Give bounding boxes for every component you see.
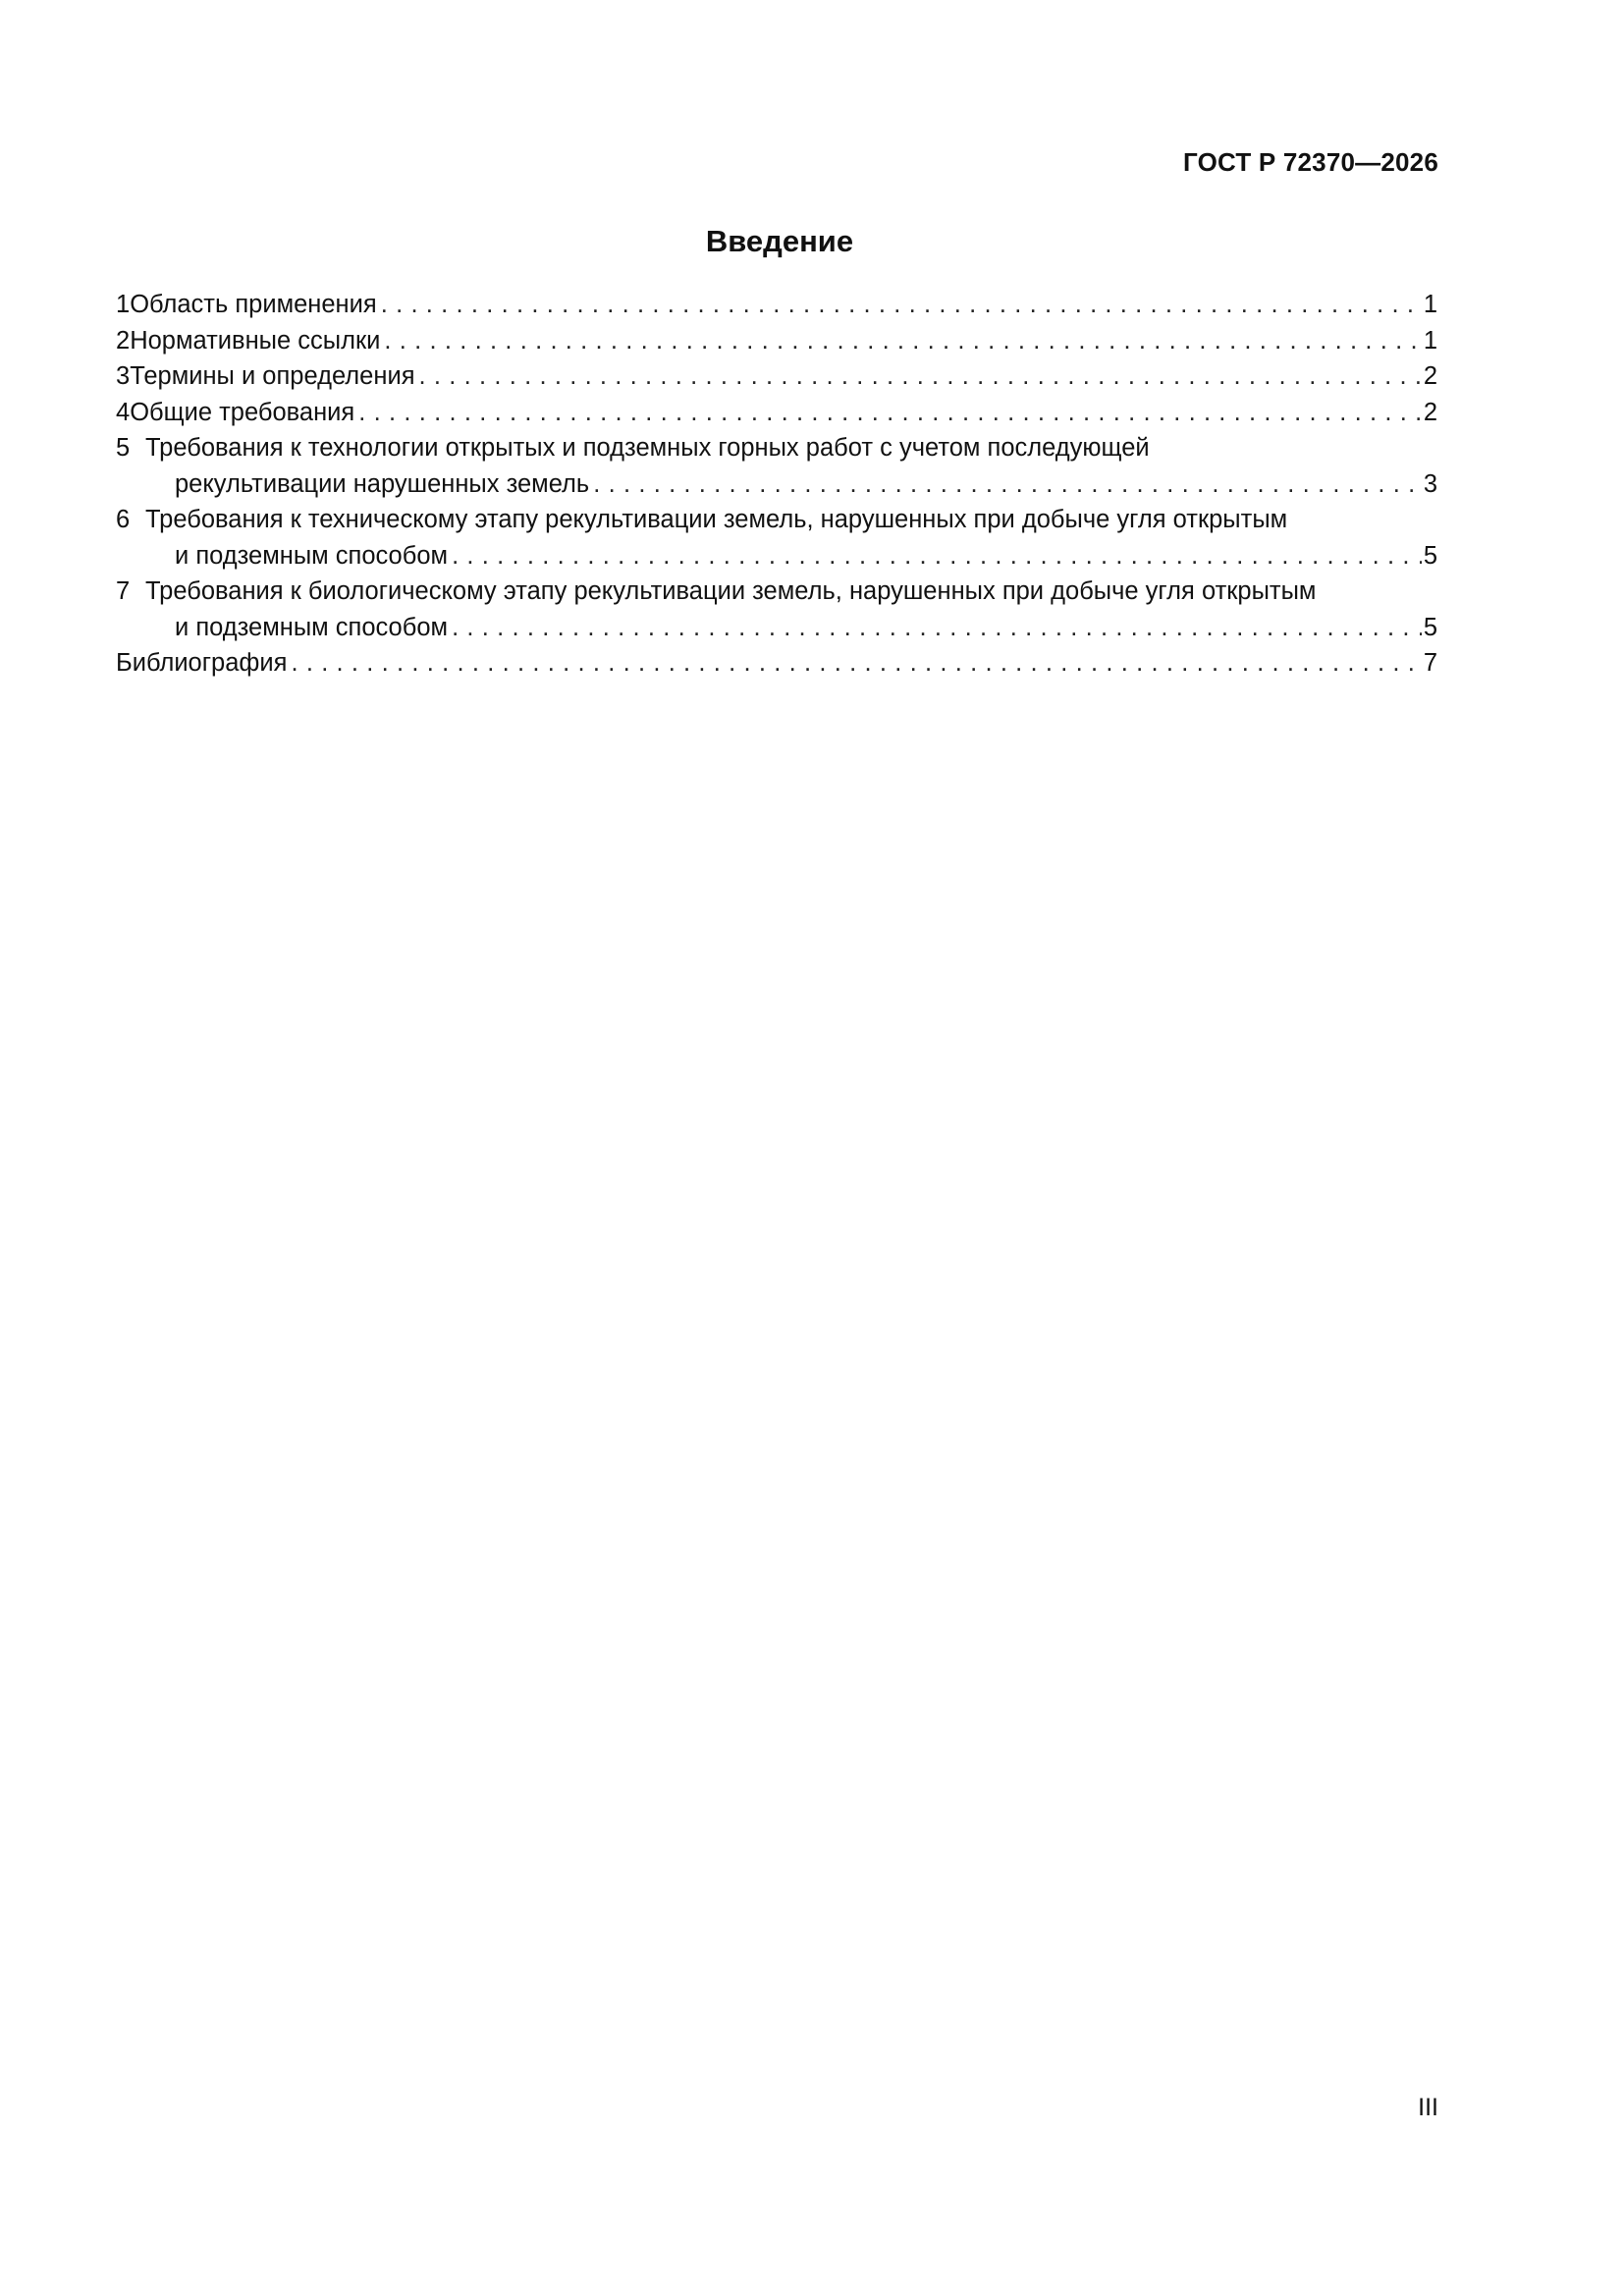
toc-entry-title-continuation: и подземным способом — [175, 613, 449, 641]
toc-entry-title: Требования к биологическому этапу рекультивации земель, нарушенных при добыче угля открытым — [145, 577, 1317, 605]
page-number: III — [1418, 2094, 1438, 2121]
toc-entry-number: 4 — [116, 398, 131, 426]
toc-entry-page: 2 — [1423, 362, 1437, 390]
dot-leader — [593, 466, 1422, 503]
toc-entry-title: Область применения — [130, 291, 377, 318]
toc-entry-title: Требования к технологии открытых и подземных горных работ с учетом последующей — [145, 434, 1150, 462]
toc-entry-page: 5 — [1423, 541, 1437, 570]
toc-entry-title-continuation: рекультивации нарушенных земель — [175, 469, 590, 498]
document-code: ГОСТ Р 72370—2026 — [1183, 147, 1438, 177]
toc-entry[interactable] — [116, 395, 1437, 431]
dot-leader — [452, 610, 1422, 646]
toc-entry-title: Библиография — [116, 649, 288, 677]
toc-entry-page: 1 — [1423, 326, 1437, 355]
toc-entry[interactable] — [116, 287, 1437, 323]
toc-heading: Введение — [705, 224, 854, 258]
toc-entry-number: 2 — [116, 326, 131, 355]
dot-leader — [384, 323, 1421, 359]
toc-entry-title: Требования к техническому этапу рекультивации земель, нарушенных при добыче угля открытым — [145, 506, 1288, 533]
toc-entry-number: 7 — [116, 577, 131, 605]
toc-entry[interactable] — [116, 323, 1437, 359]
toc-entry-number: 5 — [116, 434, 131, 462]
toc-entry-page: 5 — [1423, 613, 1437, 641]
table-of-contents — [116, 287, 1437, 682]
toc-entry[interactable] — [116, 358, 1437, 395]
toc-entry-number: 1 — [116, 291, 131, 318]
dot-leader — [419, 358, 1422, 395]
toc-entry-page: 2 — [1423, 398, 1437, 426]
toc-entry[interactable] — [116, 502, 1437, 574]
toc-entry-bibliography[interactable] — [116, 645, 1437, 682]
toc-entry-page: 7 — [1423, 649, 1437, 677]
toc-entry[interactable] — [116, 430, 1437, 502]
toc-entry-title: Общие требования — [130, 398, 355, 426]
toc-entry-number: 6 — [116, 506, 131, 533]
toc-entry[interactable] — [116, 574, 1437, 645]
toc-entry-title-continuation: и подземным способом — [175, 541, 449, 570]
toc-entry-page: 3 — [1423, 469, 1437, 498]
toc-entry-page: 1 — [1423, 291, 1437, 318]
dot-leader — [291, 645, 1421, 682]
toc-entry-title: Термины и определения — [130, 362, 415, 390]
dot-leader — [381, 287, 1422, 323]
dot-leader — [358, 395, 1422, 431]
dot-leader — [452, 538, 1422, 574]
toc-entry-number: 3 — [116, 362, 131, 390]
toc-entry-title: Нормативные ссылки — [130, 326, 381, 355]
